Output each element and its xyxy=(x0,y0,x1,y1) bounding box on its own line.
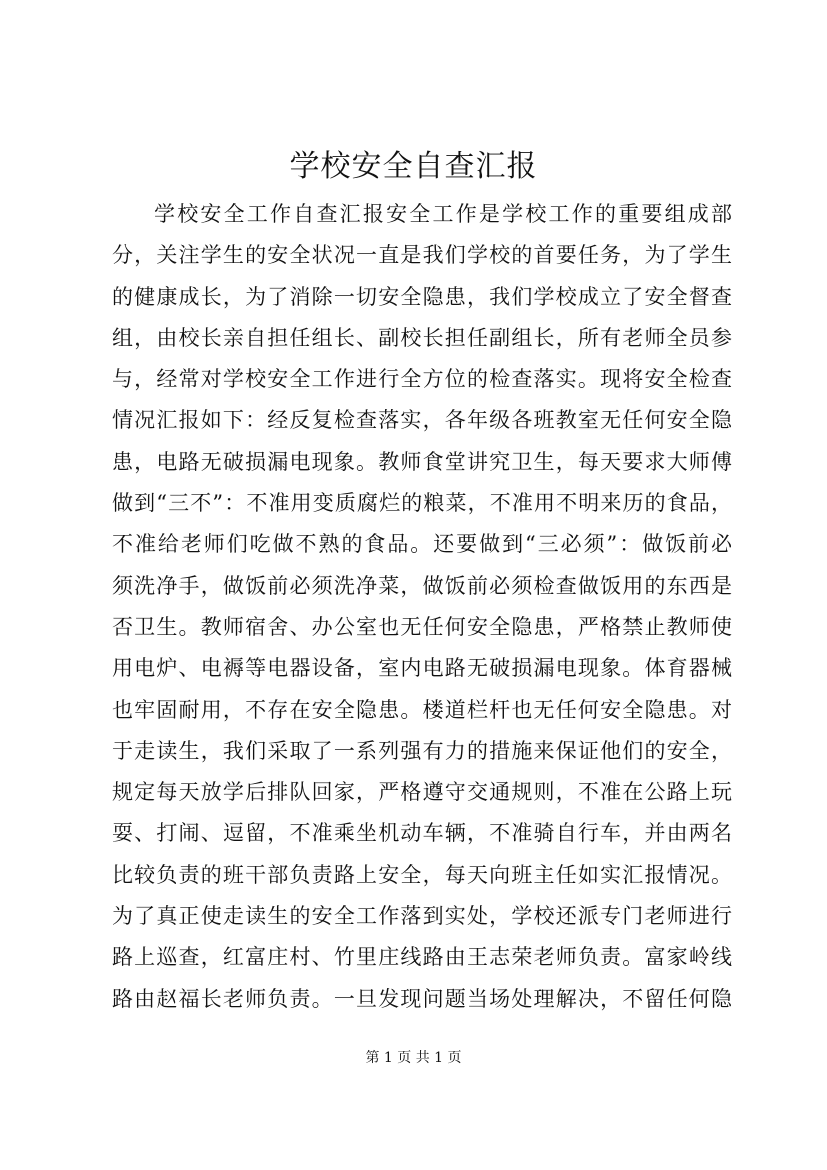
body-line: 患，电路无破损漏电现象。教师食堂讲究卫生，每天要求大师傅 xyxy=(112,449,732,474)
body-line: 做到“三不”：不准用变质腐烂的粮菜，不准用不明来历的食品， xyxy=(112,491,732,516)
body-line: 否卫生。教师宿舍、办公室也无任何安全隐患，严格禁止教师使 xyxy=(112,614,732,639)
body-line: 路上巡查，红富庄村、竹里庄线路由王志荣老师负责。富家岭线 xyxy=(112,945,732,970)
page-footer: 第 1 页 共 1 页 xyxy=(365,1050,462,1066)
body-line: 不准给老师们吃做不熟的食品。还要做到“三必须”：做饭前必 xyxy=(112,532,732,557)
body-line: 规定每天放学后排队回家，严格遵守交通规则，不准在公路上玩 xyxy=(112,780,732,805)
body-line: 分，关注学生的安全状况一直是我们学校的首要任务，为了学生 xyxy=(112,243,732,268)
body-line: 耍、打闹、逗留，不准乘坐机动车辆，不准骑自行车，并由两名 xyxy=(112,821,732,846)
body-line: 须洗净手，做饭前必须洗净菜，做饭前必须检查做饭用的东西是 xyxy=(112,573,732,598)
body-line: 于走读生，我们采取了一系列强有力的措施来保证他们的安全， xyxy=(112,738,732,763)
body-line: 组，由校长亲自担任组长、副校长担任副组长，所有老师全员参 xyxy=(112,325,732,350)
body-line: 学校安全工作自查汇报安全工作是学校工作的重要组成部 xyxy=(154,202,732,226)
body-line: 也牢固耐用，不存在安全隐患。楼道栏杆也无任何安全隐患。对 xyxy=(112,697,732,722)
body-line: 情况汇报如下：经反复检查落实，各年级各班教室无任何安全隐 xyxy=(112,408,732,433)
body-line: 路由赵福长老师负责。一旦发现问题当场处理解决，不留任何隐 xyxy=(112,986,732,1011)
body-line: 比较负责的班干部负责路上安全，每天向班主任如实汇报情况。 xyxy=(112,862,732,887)
body-line: 为了真正使走读生的安全工作落到实处，学校还派专门老师进行 xyxy=(112,904,732,929)
document-body xyxy=(112,194,732,1020)
body-line: 用电炉、电褥等电器设备，室内电路无破损漏电现象。体育器械 xyxy=(112,656,732,681)
document-title: 学校安全自查汇报 xyxy=(289,149,538,184)
body-line: 与，经常对学校安全工作进行全方位的检查落实。现将安全检查 xyxy=(112,367,732,392)
body-line: 的健康成长，为了消除一切安全隐患，我们学校成立了安全督查 xyxy=(112,284,732,309)
